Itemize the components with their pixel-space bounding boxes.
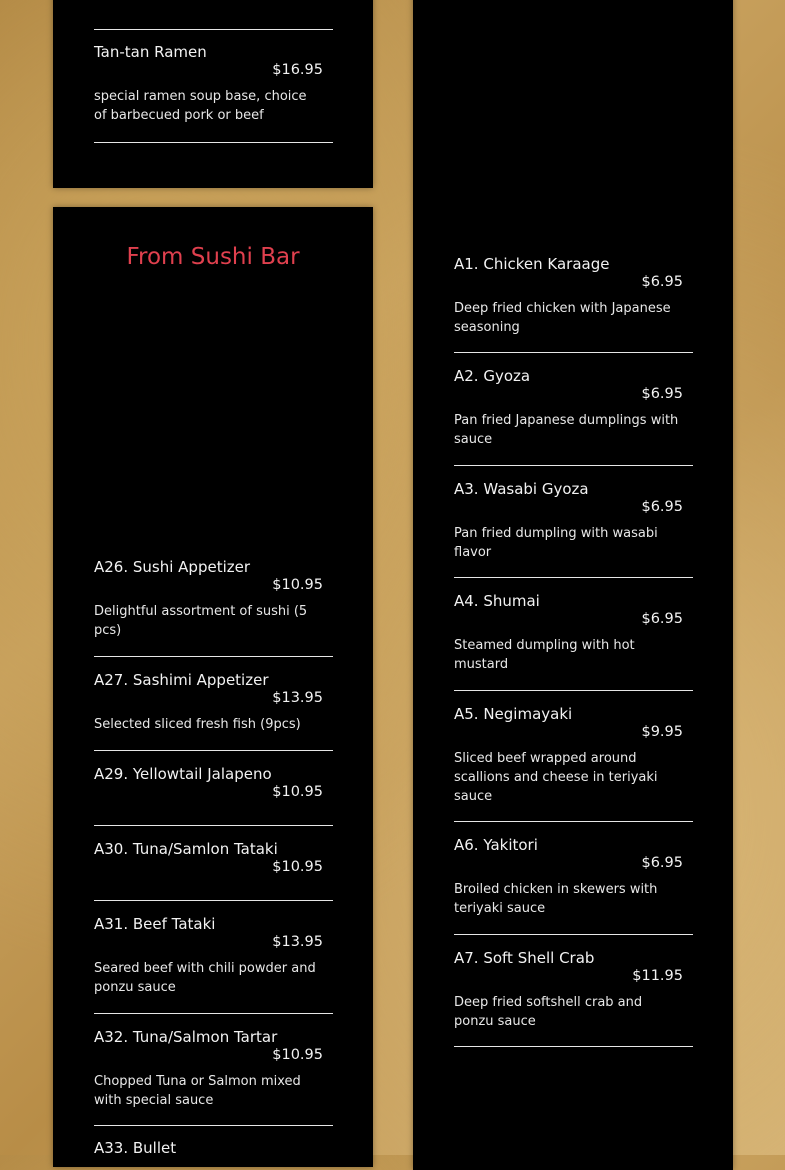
menu-item-name: A2. Gyoza	[454, 367, 531, 385]
menu-item-description: Sliced beef wrapped around scallions and cheese in teriyaki sauce	[454, 751, 658, 804]
menu-item-name: A30. Tuna/Samlon Tataki	[94, 840, 278, 858]
menu-item-name: Tan-tan Ramen	[94, 43, 207, 61]
menu-item-name: A27. Sashimi Appetizer	[94, 671, 269, 689]
menu-item-description: Deep fried softshell crab and ponzu sauce	[454, 995, 643, 1029]
menu-item-divider	[94, 1013, 333, 1014]
menu-item-description: Broiled chicken in skewers with teriyaki sauce	[454, 882, 658, 916]
menu-item-price: $10.95	[272, 1047, 323, 1063]
menu-item-description: Steamed dumpling with hot mustard	[454, 638, 635, 672]
menu-item-description: Selected sliced fresh fish (9pcs)	[94, 717, 301, 732]
menu-item-divider	[94, 1125, 333, 1126]
menu-item-description: Delightful assortment of sushi (5 pcs)	[94, 604, 308, 638]
menu-panel-appetizers	[413, 0, 733, 1170]
menu-item-price: $6.95	[641, 611, 683, 627]
menu-item-price: $6.95	[641, 386, 683, 402]
menu-item-divider	[94, 750, 333, 751]
menu-item-divider	[94, 900, 333, 901]
menu-item-divider	[454, 465, 693, 466]
menu-item-description: Chopped Tuna or Salmon mixed with special sauce	[94, 1074, 301, 1108]
menu-item-divider	[94, 142, 333, 143]
menu-item-name: A6. Yakitori	[454, 836, 538, 854]
menu-item-divider	[94, 825, 333, 826]
menu-item-name: A1. Chicken Karaage	[454, 255, 610, 273]
menu-item-price: $13.95	[272, 690, 323, 706]
menu-item-divider	[94, 656, 333, 657]
menu-item-name: A31. Beef Tataki	[94, 915, 216, 933]
menu-item-price: $10.95	[272, 784, 323, 800]
menu-item-description: Pan fried dumpling with wasabi flavor	[454, 526, 658, 560]
menu-item-name: A5. Negimayaki	[454, 705, 573, 723]
menu-item-name: A26. Sushi Appetizer	[94, 558, 251, 576]
menu-item-name: A4. Shumai	[454, 592, 540, 610]
menu-item-description: Deep fried chicken with Japanese seasoning	[454, 301, 671, 335]
menu-item-price: $6.95	[641, 499, 683, 515]
menu-panel-sushi-bar	[53, 207, 373, 1167]
menu-item-price: $6.95	[641, 855, 683, 871]
menu-item-name: A3. Wasabi Gyoza	[454, 480, 589, 498]
menu-item-description: Pan fried Japanese dumplings with sauce	[454, 413, 679, 447]
menu-item-price: $16.95	[272, 62, 323, 78]
menu-item-divider	[454, 690, 693, 691]
menu-item-name: A32. Tuna/Salmon Tartar	[94, 1028, 278, 1046]
menu-item-description: Seared beef with chili powder and ponzu sauce	[94, 961, 316, 995]
menu-panel-ramen	[53, 0, 373, 188]
menu-item-name: A29. Yellowtail Jalapeno	[94, 765, 272, 783]
menu-item-divider	[454, 821, 693, 822]
menu-item-price: $10.95	[272, 577, 323, 593]
menu-item-divider	[454, 934, 693, 935]
section-title: From Sushi Bar	[126, 244, 300, 270]
menu-item-name: A33. Bullet	[94, 1139, 177, 1157]
menu-item-divider	[454, 352, 693, 353]
menu-item-description: special ramen soup base, choice of barbecued pork or beef	[94, 89, 307, 123]
menu-item-divider	[454, 1046, 693, 1047]
menu-item-divider	[454, 577, 693, 578]
menu-item-name: A7. Soft Shell Crab	[454, 949, 595, 967]
menu-item-price: $6.95	[641, 274, 683, 290]
menu-item-divider	[94, 29, 333, 30]
menu-item-price: $9.95	[641, 724, 683, 740]
menu-item-price: $10.95	[272, 859, 323, 875]
menu-item-price: $11.95	[632, 968, 683, 984]
menu-item-price: $13.95	[272, 934, 323, 950]
